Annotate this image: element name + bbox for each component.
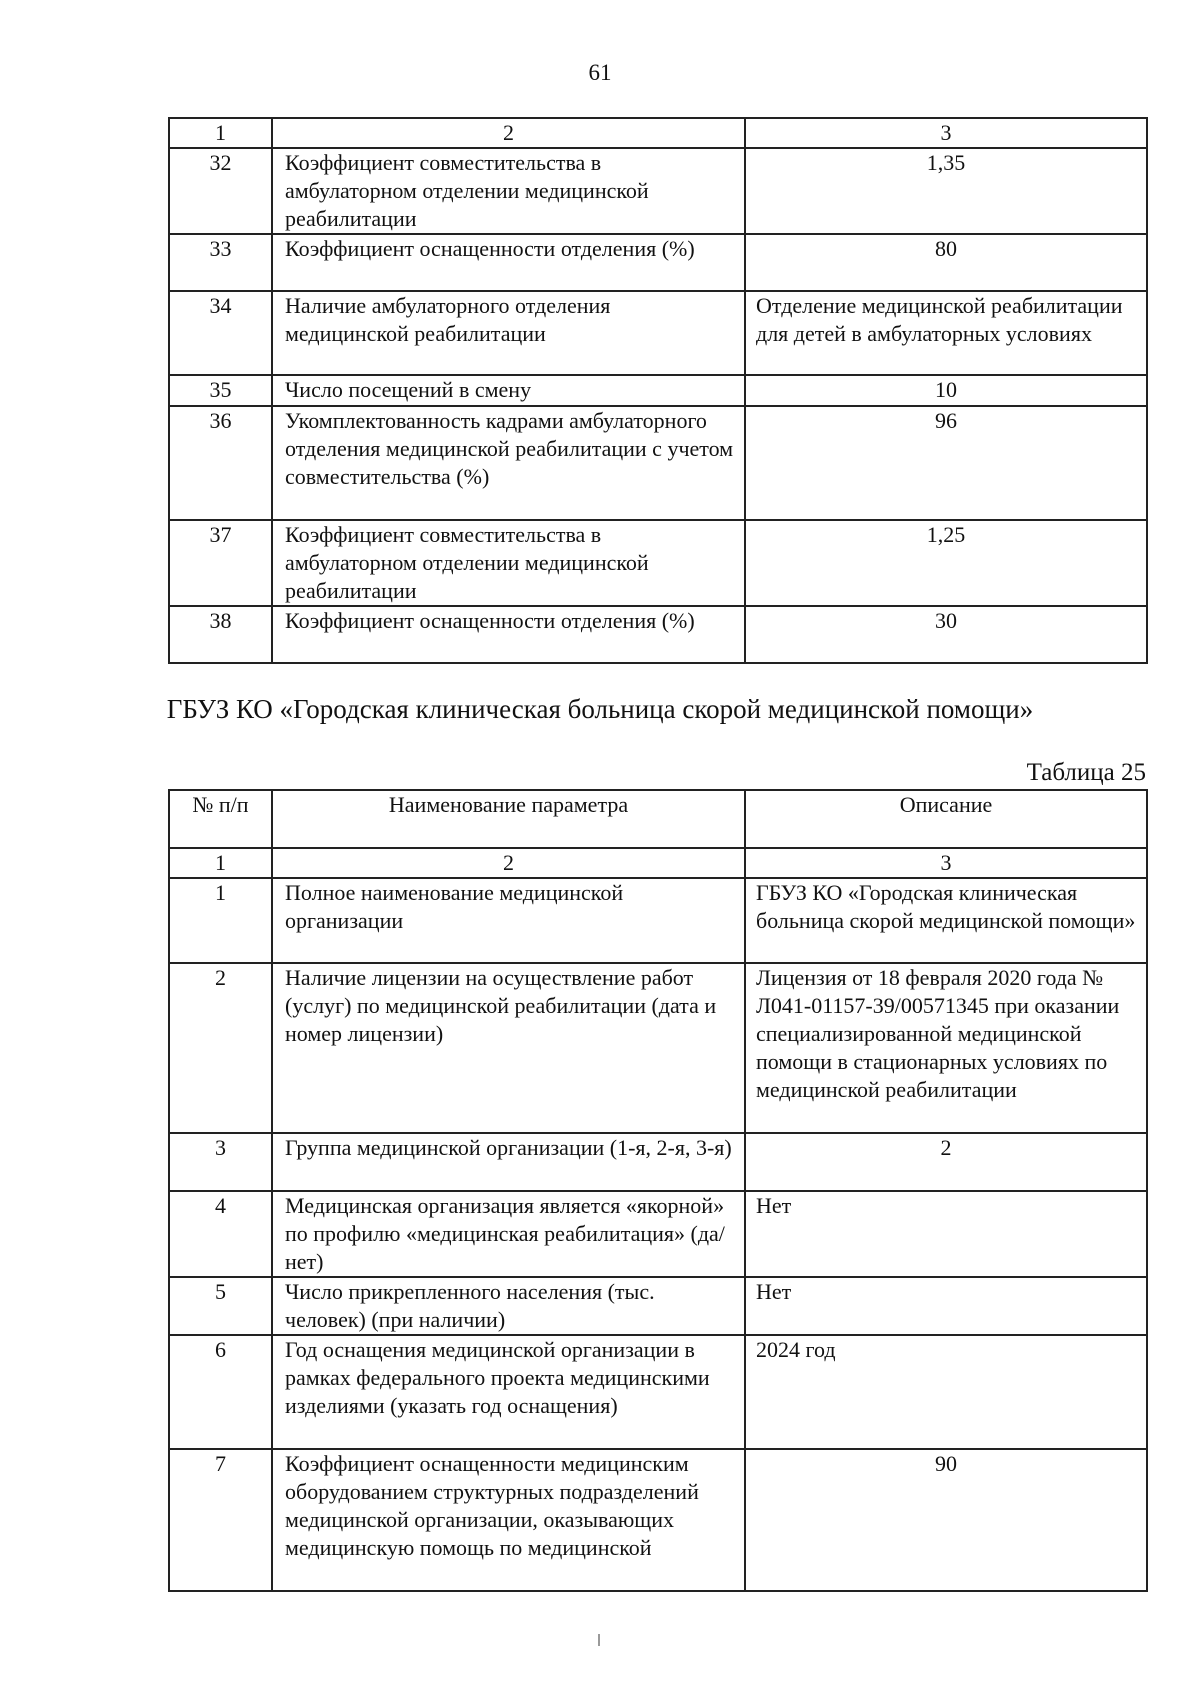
column-index-2: 2 xyxy=(272,848,745,878)
table-row xyxy=(169,1449,1147,1591)
scan-artifact-mark xyxy=(598,1634,600,1646)
column-index-3: 3 xyxy=(745,118,1147,148)
parameter-name: Число посещений в смену xyxy=(272,375,745,406)
table-row xyxy=(169,234,1147,291)
page-number: 61 xyxy=(588,60,612,85)
parameter-name: Группа медицинской организации (1-я, 2-я, 3-я) xyxy=(272,1133,745,1191)
column-index-1: 1 xyxy=(169,848,272,878)
parameter-value: 90 xyxy=(745,1449,1147,1591)
parameter-name: Коэффициент оснащенности отделения (%) xyxy=(272,234,745,291)
parameters-table-continued xyxy=(168,117,1148,664)
parameter-value: 30 xyxy=(745,606,1147,663)
table-index-row xyxy=(169,118,1147,148)
parameter-value: ГБУЗ КО «Городская клиническая больница скорой медицинской помощи» xyxy=(745,878,1147,963)
parameter-value: Отделение медицинской реабилитации для детей в амбулаторных условиях xyxy=(745,291,1147,375)
row-number: 34 xyxy=(169,291,272,375)
row-number: 7 xyxy=(169,1449,272,1591)
column-index-3: 3 xyxy=(745,848,1147,878)
organization-parameters-table xyxy=(168,789,1148,1592)
parameter-name: Коэффициент оснащенности отделения (%) xyxy=(272,606,745,663)
table-row xyxy=(169,878,1147,963)
parameter-value: 2024 год xyxy=(745,1335,1147,1449)
row-number: 33 xyxy=(169,234,272,291)
parameter-name: Число прикрепленного населения (тыс. человек) (при наличии) xyxy=(272,1277,745,1335)
table-row xyxy=(169,606,1147,663)
row-number: 37 xyxy=(169,520,272,606)
parameter-name: Укомплектованность кадрами амбулаторного отделения медицинской реабилитации с учетом совместительства (%) xyxy=(272,406,745,520)
parameter-value: 10 xyxy=(745,375,1147,406)
row-number: 32 xyxy=(169,148,272,234)
parameter-value: 80 xyxy=(745,234,1147,291)
parameter-name: Полное наименование медицинской организации xyxy=(272,878,745,963)
row-number: 4 xyxy=(169,1191,272,1277)
table-row xyxy=(169,520,1147,606)
row-number: 35 xyxy=(169,375,272,406)
row-number: 6 xyxy=(169,1335,272,1449)
table-row xyxy=(169,148,1147,234)
parameter-name: Коэффициент оснащенности медицинским оборудованием структурных подразделений медицинской организации, оказывающих медицинскую помощь по медицинской xyxy=(272,1449,745,1591)
table-row xyxy=(169,1191,1147,1277)
parameter-value: 1,35 xyxy=(745,148,1147,234)
parameter-name: Наличие лицензии на осуществление работ (услуг) по медицинской реабилитации (дата и номер лицензии) xyxy=(272,963,745,1133)
column-header-parameter: Наименование параметра xyxy=(272,790,745,848)
parameter-name: Медицинская организация является «якорной» по профилю «медицинская реабилитация» (да/нет) xyxy=(272,1191,745,1277)
column-index-1: 1 xyxy=(169,118,272,148)
table-row xyxy=(169,291,1147,375)
parameter-value: 1,25 xyxy=(745,520,1147,606)
table-row xyxy=(169,1335,1147,1449)
table-row xyxy=(169,375,1147,406)
parameter-value: Нет xyxy=(745,1277,1147,1335)
parameter-value: 96 xyxy=(745,406,1147,520)
table-header-row xyxy=(169,790,1147,848)
table-index-row xyxy=(169,848,1147,878)
row-number: 36 xyxy=(169,406,272,520)
row-number: 5 xyxy=(169,1277,272,1335)
column-header-number: № п/п xyxy=(169,790,272,848)
table-row xyxy=(169,1133,1147,1191)
parameter-value: Нет xyxy=(745,1191,1147,1277)
parameter-name: Год оснащения медицинской организации в рамках федерального проекта медицинскими изделиями (указать год оснащения) xyxy=(272,1335,745,1449)
row-number: 2 xyxy=(169,963,272,1133)
row-number: 38 xyxy=(169,606,272,663)
parameter-value: 2 xyxy=(745,1133,1147,1191)
parameter-value: Лицензия от 18 февраля 2020 года № Л041-01157-39/00571345 при оказании специализированной медицинской помощи в стационарных условиях по медицинской реабилитации xyxy=(745,963,1147,1133)
row-number: 1 xyxy=(169,878,272,963)
parameter-name: Наличие амбулаторного отделения медицинской реабилитации xyxy=(272,291,745,375)
column-header-description: Описание xyxy=(745,790,1147,848)
parameter-name: Коэффициент совместительства в амбулаторном отделении медицинской реабилитации xyxy=(272,148,745,234)
table-row xyxy=(169,963,1147,1133)
row-number: 3 xyxy=(169,1133,272,1191)
table-row xyxy=(169,1277,1147,1335)
column-index-2: 2 xyxy=(272,118,745,148)
organization-heading: ГБУЗ КО «Городская клиническая больница скорой медицинской помощи» xyxy=(166,694,1034,724)
table-caption: Таблица 25 xyxy=(1026,759,1146,786)
parameter-name: Коэффициент совместительства в амбулаторном отделении медицинской реабилитации xyxy=(272,520,745,606)
table-row xyxy=(169,406,1147,520)
